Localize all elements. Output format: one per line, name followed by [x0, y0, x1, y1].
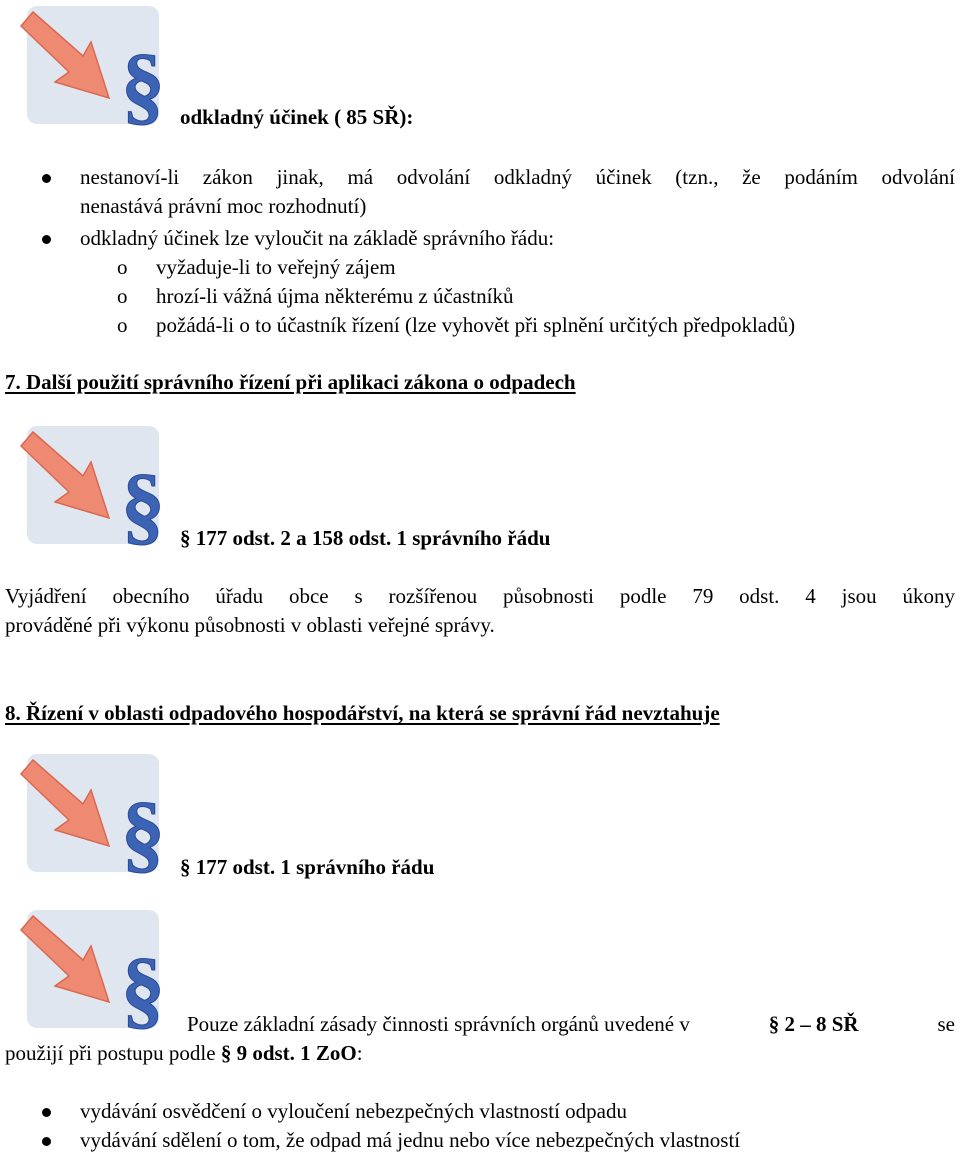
bullet	[42, 1137, 51, 1146]
bullet-2: odkladný účinek lze vyloučit na základě správního řádu:	[80, 226, 555, 250]
paragraph-text: Pouze základní zásady činnosti správních orgánů uvedené v	[187, 1012, 690, 1036]
section-7-heading: 7. Další použití správního řízení při aplikaci zákona o odpadech	[5, 370, 576, 394]
paragraph-arrow-icon	[19, 908, 161, 1030]
paragraph-arrow-icon	[19, 752, 161, 874]
section-8-paragraph-line-1	[187, 1011, 955, 1037]
bullet-1-line-1: nestanoví-li zákon jinak, má odvolání odkladný účinek (tzn., že podáním odvolání	[80, 165, 955, 189]
paragraph-ref: § 2 – 8 SŘ	[768, 1012, 859, 1036]
sub-item-2: hrozí-li vážná újma některému z účastníků	[156, 284, 514, 308]
legal-reference-text: 177 odst. 2 a 158 odst. 1 správního řádu	[195, 526, 551, 550]
sub-item-1: vyžaduje-li to veřejný zájem	[156, 255, 396, 279]
section-8-paragraph-line-2	[5, 1040, 363, 1066]
paragraph-ref-bold: 2 – 8 SŘ	[784, 1012, 859, 1036]
legal-reference	[180, 525, 550, 551]
paragraph-sign: §	[220, 1041, 232, 1065]
paragraph-text-end: se	[937, 1012, 955, 1036]
svg-text:§: §	[121, 457, 161, 546]
section-heading-suspensive-effect: odkladný účinek ( 85 SŘ):	[180, 105, 414, 129]
bullet-1-line-2: nenastává právní moc rozhodnutí)	[80, 194, 367, 218]
paragraph-arrow-icon	[19, 4, 161, 126]
svg-text:§: §	[121, 785, 161, 874]
sub-marker: o	[117, 284, 128, 308]
paragraph-arrow-icon	[19, 424, 161, 546]
paragraph-line-2: prováděné při výkonu působnosti v oblasti veřejné správy.	[5, 613, 495, 637]
sub-item-3: požádá-li o to účastník řízení (lze vyhovět při splnění určitých předpokladů)	[156, 313, 796, 337]
svg-text:§: §	[121, 941, 161, 1030]
legal-reference	[180, 854, 434, 880]
bullet	[42, 235, 51, 244]
sub-marker: o	[117, 255, 128, 279]
section-8-heading: 8. Řízení v oblasti odpadového hospodářství, na která se správní řád nevztahuje	[5, 701, 720, 725]
paragraph-colon: :	[356, 1041, 363, 1065]
legal-reference-text: 177 odst. 1 správního řádu	[195, 855, 435, 879]
paragraph-line-1: Vyjádření obecního úřadu obce s rozšířenou působnosti podle 79 odst. 4 jsou úkony	[5, 584, 955, 608]
sub-marker: o	[117, 313, 128, 337]
paragraph-text: použijí při postupu podle	[5, 1041, 216, 1065]
svg-text:§: §	[121, 37, 161, 126]
paragraph-sign: §	[180, 526, 196, 550]
bullet-item-1: vydávání osvědčení o vyloučení nebezpečných vlastností odpadu	[80, 1099, 628, 1123]
bullet	[42, 1108, 51, 1117]
bullet-item-2: vydávání sdělení o tom, že odpad má jednu nebo více nebezpečných vlastností	[80, 1128, 741, 1152]
paragraph-ref-bold: 9 odst. 1 ZoO	[236, 1041, 357, 1065]
bullet	[42, 174, 51, 183]
paragraph-sign: §	[180, 855, 196, 879]
